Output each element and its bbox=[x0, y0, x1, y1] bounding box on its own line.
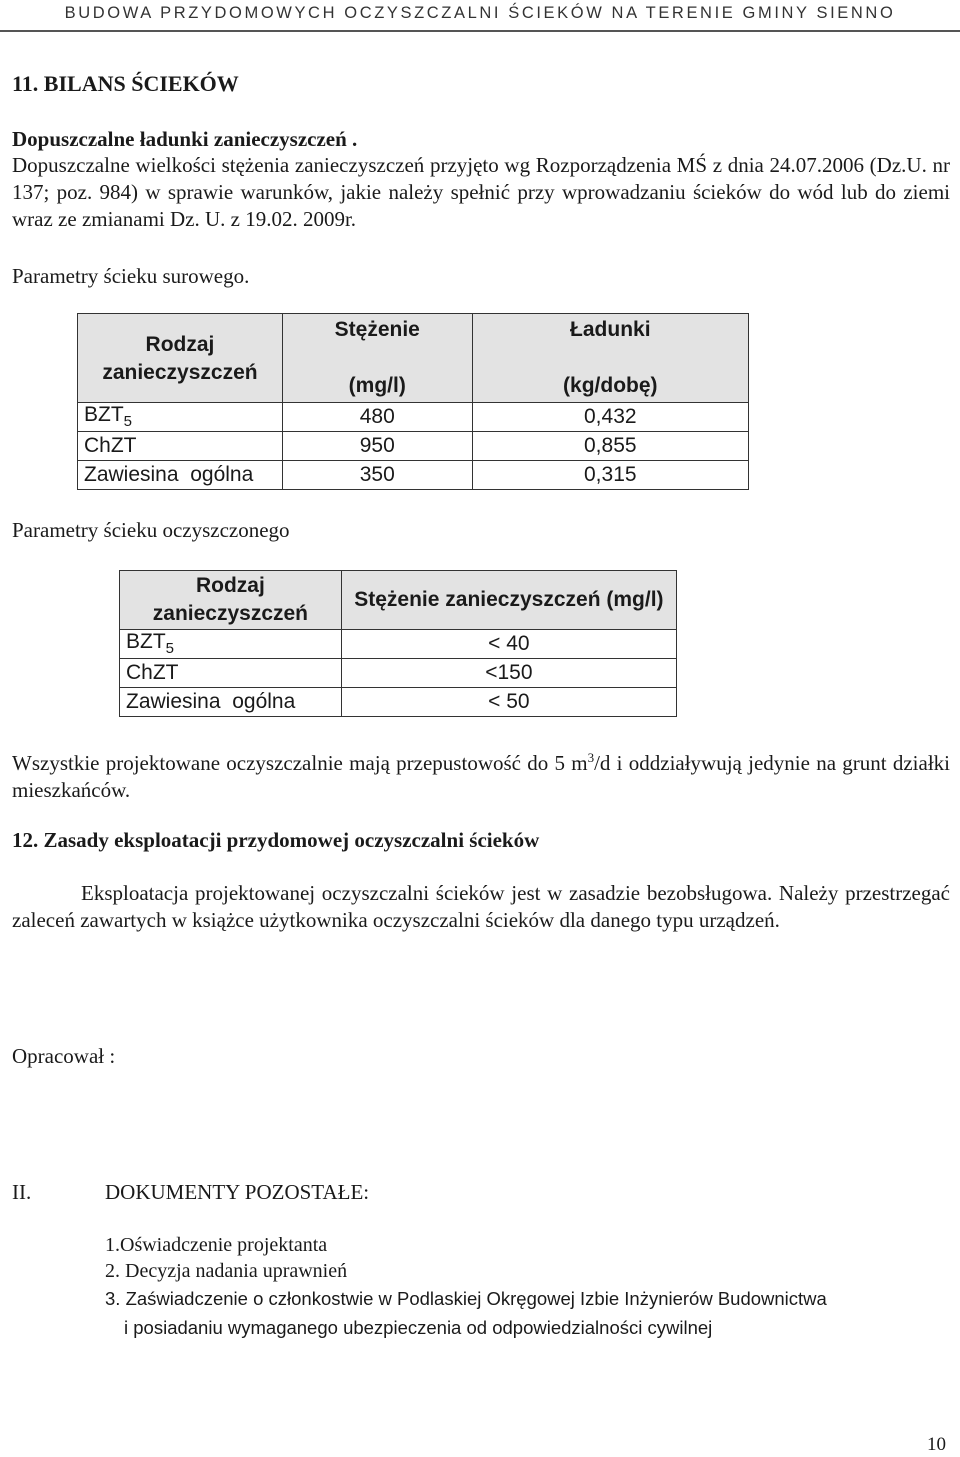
concentration-value: 350 bbox=[282, 461, 472, 490]
pollutant-name: $BZT_5$ bbox=[120, 630, 342, 659]
treated-header-concentration: Stężenie zanieczyszczeń (mg/l) bbox=[341, 571, 676, 630]
section-ii-number: II. bbox=[12, 1180, 32, 1204]
document-item: 2. Decyzja nadania uprawnień bbox=[105, 1260, 348, 1282]
treated-sewage-table bbox=[119, 570, 677, 717]
concentration-value: < 40 bbox=[341, 630, 676, 659]
load-value: 0,432 bbox=[472, 403, 748, 432]
raw-header-load-label: Ładunki bbox=[570, 318, 651, 341]
table-row bbox=[120, 630, 677, 659]
table-row bbox=[78, 461, 749, 490]
table-row bbox=[78, 432, 749, 461]
concentration-value: < 50 bbox=[341, 688, 676, 717]
raw-header-concentration bbox=[282, 314, 472, 403]
pollutant-name: ChZT bbox=[78, 432, 283, 461]
section-ii-title: DOKUMENTY POZOSTAŁE: bbox=[105, 1180, 370, 1204]
raw-header-concentration-unit: (mg/l) bbox=[348, 374, 406, 397]
document-item: 3. Zaświadczenie o członkostwie w Podlaskiej Okręgowej Izbie Inżynierów Budownictwa bbox=[105, 1288, 827, 1309]
header-rule bbox=[0, 30, 960, 32]
section-12-heading: 12. Zasady eksploatacji przydomowej oczyszczalni ścieków bbox=[12, 828, 540, 852]
concentration-value: <150 bbox=[341, 659, 676, 688]
load-value: 0,315 bbox=[472, 461, 748, 490]
raw-header-type: Rodzaj zanieczyszczeń bbox=[78, 314, 283, 403]
treated-table-header bbox=[120, 571, 677, 630]
raw-table-header bbox=[78, 314, 749, 403]
treated-sewage-label: Parametry ścieku oczyszczonego bbox=[12, 518, 290, 542]
capacity-paragraph: Wszystkie projektowane oczyszczalnie mają przepustowość do 5 $m^3/d$ i oddziaływują jedynie na grunt działki mieszkańców. bbox=[12, 750, 950, 802]
concentration-value: 950 bbox=[282, 432, 472, 461]
section-11-heading: 11. BILANS ŚCIEKÓW bbox=[12, 71, 239, 96]
table-row bbox=[78, 403, 749, 432]
raw-header-load-unit: (kg/dobę) bbox=[563, 374, 658, 397]
document-item-continuation: i posiadaniu wymaganego ubezpieczenia od odpowiedzialności cywilnej bbox=[124, 1317, 713, 1338]
regulation-paragraph: Dopuszczalne wielkości stężenia zanieczyszczeń przyjęto wg Rozporządzenia MŚ z dnia 24.07.2006 (Dz.U. nr 137; poz. 984) w sprawie warunków, jakie należy spełnić przy wprowadzaniu ścieków do wód lub do ziemi wraz ze zmianami Dz. U. z 19.02. 2009r. bbox=[12, 153, 950, 231]
pollutant-name: $BZT_5$ bbox=[78, 403, 283, 432]
raw-header-load bbox=[472, 314, 748, 403]
pollutant-name: ChZT bbox=[120, 659, 342, 688]
raw-sewage-label: Parametry ścieku surowego. bbox=[12, 264, 250, 288]
pollutant-name: Zawiesina ogólna bbox=[120, 688, 342, 717]
running-header: BUDOWA PRZYDOMOWYCH OCZYSZCZALNI ŚCIEKÓW NA TERENIE GMINY SIENNO bbox=[64, 4, 896, 22]
load-value: 0,855 bbox=[472, 432, 748, 461]
page-number: 10 bbox=[927, 1434, 946, 1455]
raw-sewage-table bbox=[77, 313, 749, 490]
raw-header-concentration-label: Stężenie bbox=[334, 318, 420, 341]
table-row bbox=[120, 659, 677, 688]
treated-header-type: Rodzaj zanieczyszczeń bbox=[120, 571, 342, 630]
concentration-value: 480 bbox=[282, 403, 472, 432]
prepared-by-label: Opracował : bbox=[12, 1044, 116, 1068]
operation-paragraph: Eksploatacja projektowanej oczyszczalni ścieków jest w zasadzie bezobsługowa. Należy przestrzegać zaleceń zawartych w książce użytkownika oczyszczalni ścieków dla danego typu urządzeń. bbox=[12, 881, 950, 932]
section-11-subheading: Dopuszczalne ładunki zanieczyszczeń . bbox=[12, 127, 358, 151]
pollutant-name: Zawiesina ogólna bbox=[78, 461, 283, 490]
document-item: 1.Oświadczenie projektanta bbox=[105, 1234, 328, 1256]
table-row bbox=[120, 688, 677, 717]
